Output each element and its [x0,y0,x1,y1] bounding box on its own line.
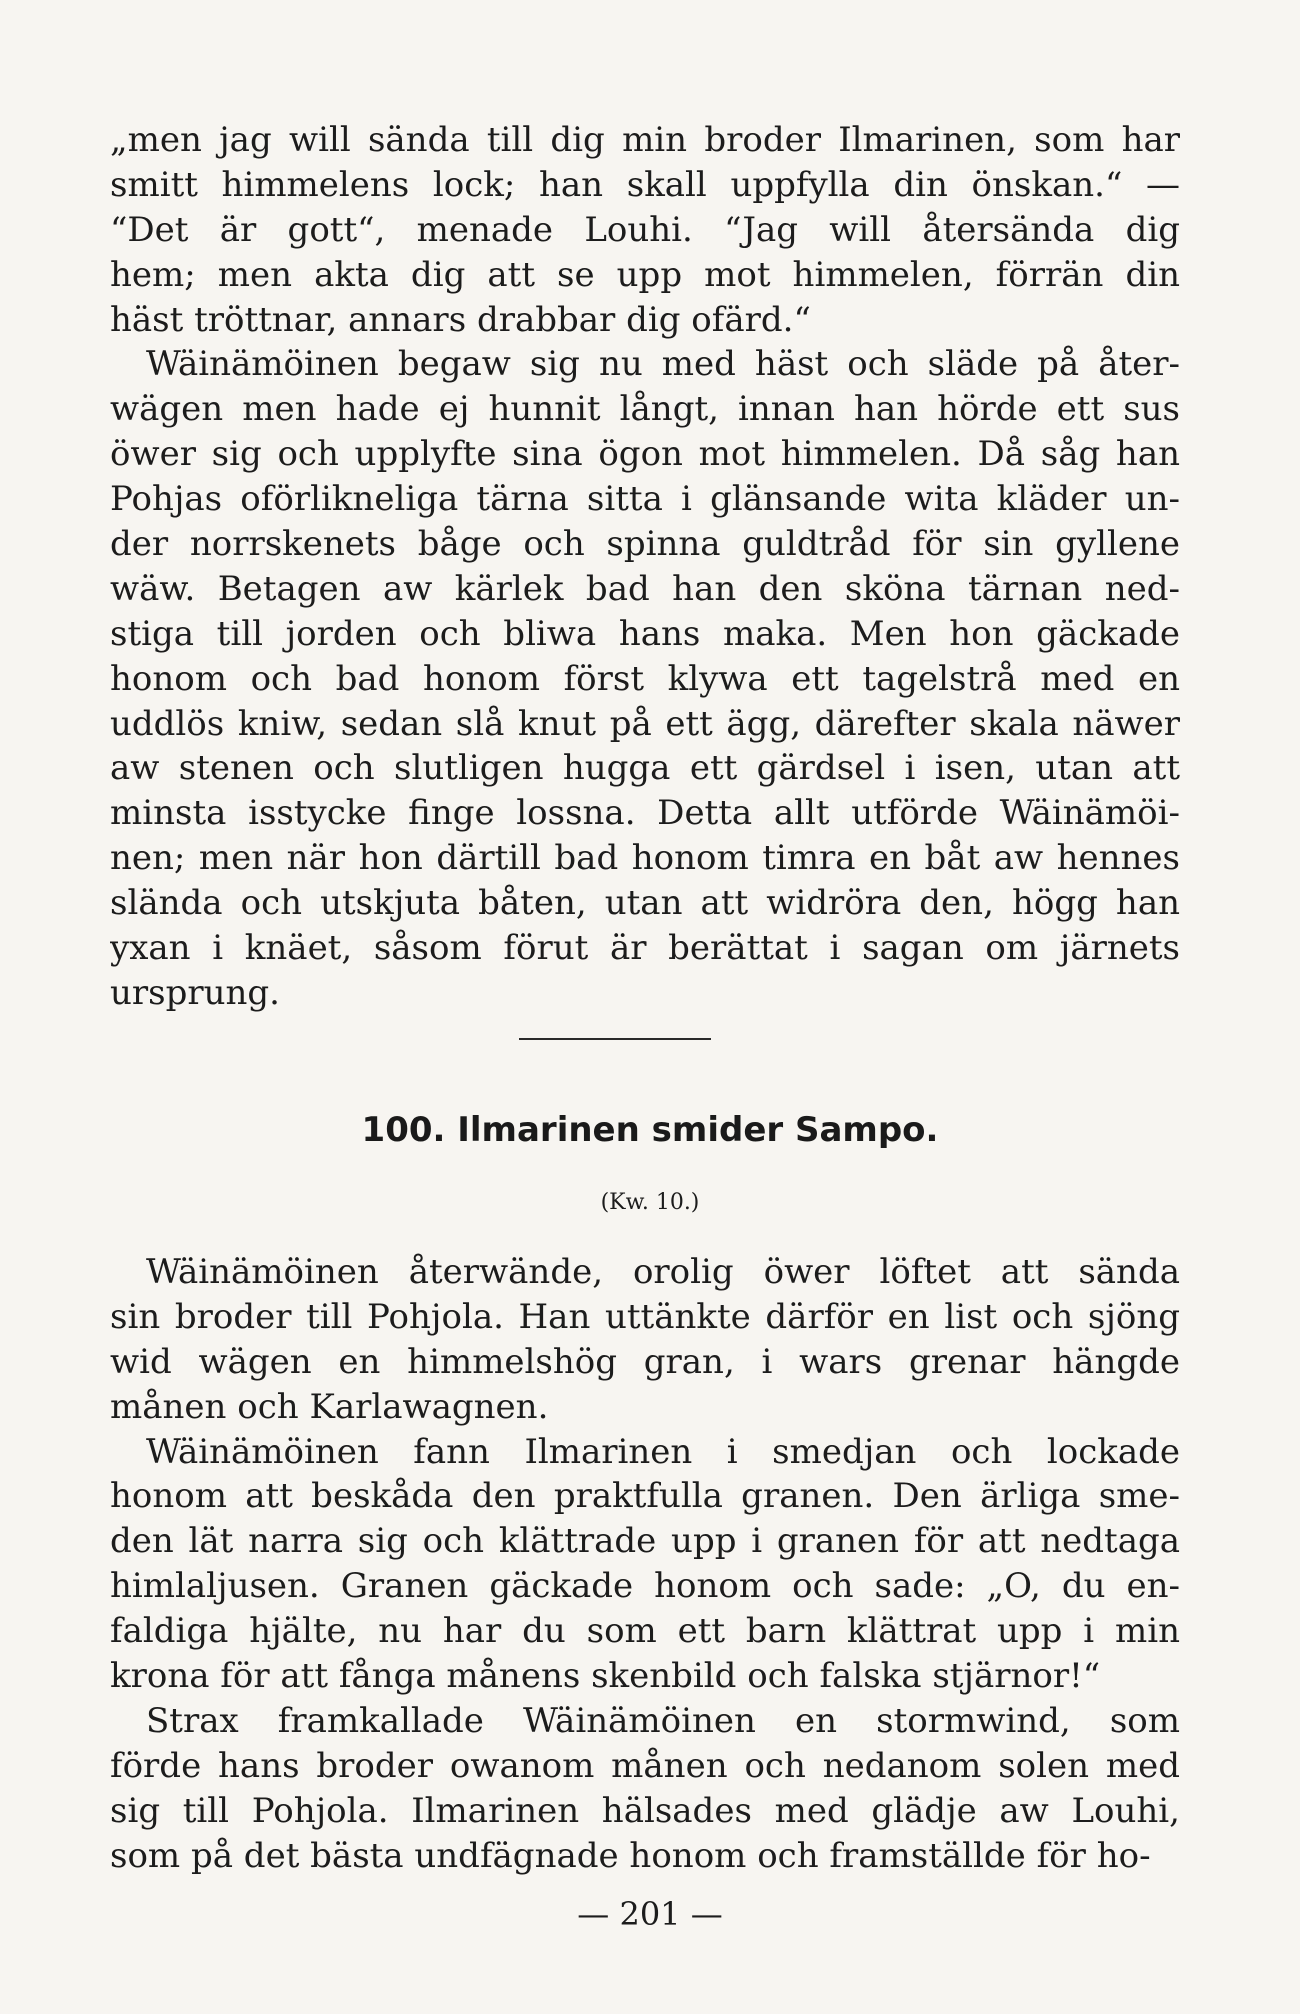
text-line: wäw. Betagen aw kärlek bad han den sköna tärnan ned- [110,568,1180,609]
paragraph [110,1250,1180,1430]
text-line: wägen men hade ej hunnit långt, innan han hörde ett sus [110,389,1180,430]
text-line: aw stenen och slutligen hugga ett gärdsel i isen, utan att [110,748,1180,789]
text-line: Strax framkallade Wäinämöinen en stormwind, som [146,1700,1180,1741]
page-number: — 201 — [577,1895,723,1933]
text-line: wid wägen en himmelshög gran, i wars grenar hängde [110,1341,1180,1382]
text-line: Wäinämöinen begaw sig nu med häst och släde på åter- [146,344,1180,385]
text-line: minsta isstycke finge lossna. Detta allt utförde Wäinämöi- [110,793,1180,834]
text-line: öwer sig och upplyfte sina ögon mot himmelen. Då såg han [110,434,1180,475]
paragraph [110,1699,1180,1879]
text-line: smitt himmelens lock; han skall uppfylla din önskan.“ — [110,164,1180,205]
paragraph [110,1430,1180,1699]
paragraph [110,342,1180,1015]
text-line: stiga till jorden och bliwa hans maka. Men hon gäckade [110,613,1180,654]
text-line: „men jag will sända till dig min broder Ilmarinen, som har [110,120,1180,160]
text-line: nen; men när hon därtill bad honom timra en båt aw hennes [110,838,1180,879]
section-divider [519,1038,711,1040]
text-line: himlaljusen. Granen gäckade honom och sade: „O, du en- [110,1566,1180,1607]
text-line: krona för att fånga månens skenbild och falska stjärnor!“ [110,1656,1101,1697]
text-line: yxan i knäet, såsom förut är berättat i sagan om järnets [110,928,1180,969]
text-line: ursprung. [110,972,280,1013]
text-line: honom och bad honom först klywa ett tagelstrå med en [110,658,1180,699]
text-line: Wäinämöinen återwände, orolig öwer löftet att sända [146,1252,1180,1292]
text-line: månen och Karlawagnen. [110,1386,549,1427]
text-line: Wäinämöinen fann Ilmarinen i smedjan och lockade [146,1431,1180,1472]
section-heading: 100. Ilmarinen smider Sampo. [361,1110,939,1150]
text-line: honom att beskåda den praktfulla granen. Den ärliga sme- [110,1476,1180,1517]
text-line: Pohjas oförlikneliga tärna sitta i glänsande wita kläder un- [110,479,1180,520]
paragraph [110,118,1180,342]
text-line: häst tröttnar, annars drabbar dig ofärd.“ [110,299,811,340]
text-line: sin broder till Pohjola. Han uttänkte därför en list och sjöng [110,1296,1180,1337]
text-line: der norrskenets båge och spinna guldtråd för sin gyllene [110,524,1180,565]
text-line: förde hans broder owanom månen och nedanom solen med [110,1745,1180,1786]
text-line: sig till Pohjola. Ilmarinen hälsades med glädje aw Louhi, [110,1790,1180,1831]
section-source: (Kw. 10.) [600,1190,700,1215]
text-line: uddlös kniw, sedan slå knut på ett ägg, därefter skala näwer [110,703,1180,744]
text-line: faldiga hjälte, nu har du som ett barn klättrat upp i min [110,1611,1180,1652]
text-line: slända och utskjuta båten, utan att widröra den, högg han [110,883,1180,924]
text-block-bottom [110,1250,1180,1878]
text-line: som på det bästa undfägnade honom och framställde för ho- [110,1835,1151,1876]
text-line: “Det är gott“, menade Louhi. “Jag will återsända dig [110,209,1180,250]
text-line: hem; men akta dig att se upp mot himmelen, förrän din [110,254,1180,295]
text-line: den lät narra sig och klättrade upp i granen för att nedtaga [110,1521,1180,1562]
text-block-top [110,118,1180,1016]
